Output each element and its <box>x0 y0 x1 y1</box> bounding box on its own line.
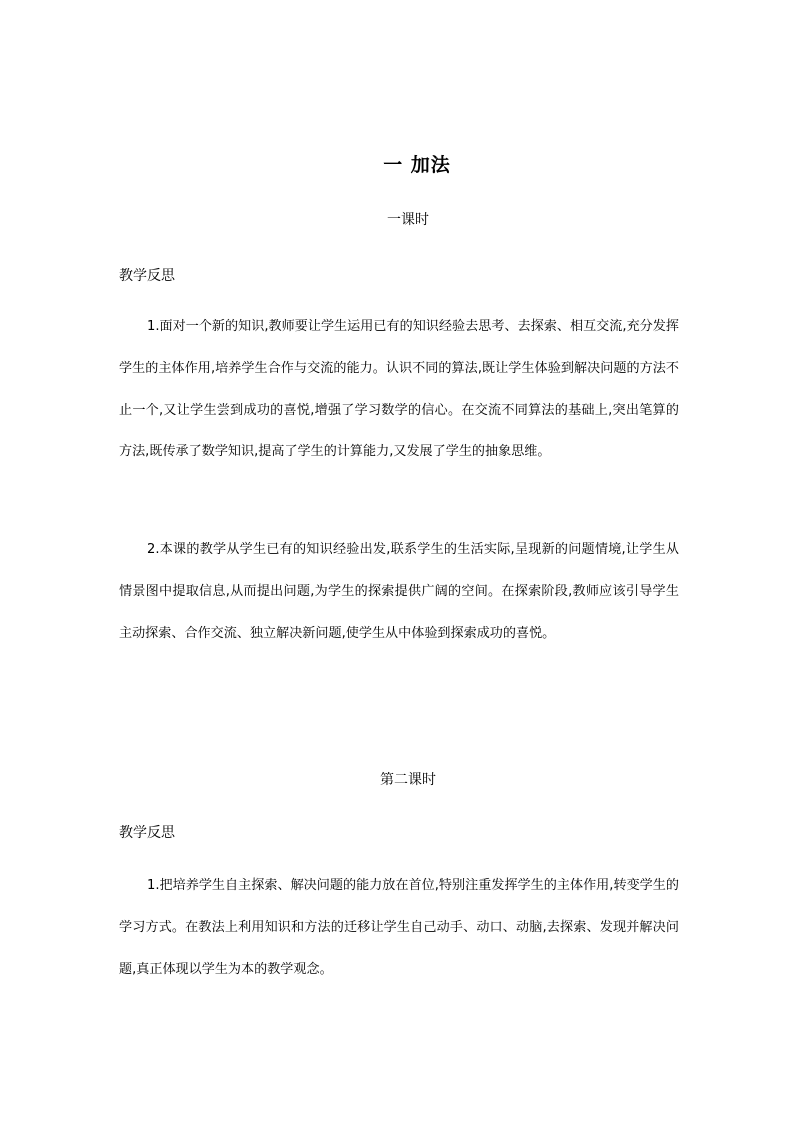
page-title: 一 加法 <box>383 154 451 176</box>
paragraph-2-1: 1.把培养学生自主探索、解决问题的能力放在首位,特别注重发挥学生的主体作用,转变学生的学习方式。在教法上利用知识和方法的迁移让学生自己动手、动口、动脑,去探索、发现并解决问题,真正体现以学生为本的教学观念。 <box>119 878 679 977</box>
lesson-title-2: 第二课时 <box>380 772 436 788</box>
section-heading-1: 教学反思 <box>119 268 175 284</box>
paragraph-1-2: 2.本课的教学从学生已有的知识经验出发,联系学生的生活实际,呈现新的问题情境,让学生从情景图中提取信息,从而提出问题,为学生的探索提供广阔的空间。在探索阶段,教师应该引导学生主动探索、合作交流、独立解决新问题,使学生从中体验到探索成功的喜悦。 <box>119 542 679 641</box>
lesson-title-1: 一课时 <box>387 212 429 228</box>
section-heading-2: 教学反思 <box>119 825 175 841</box>
paragraph-1-1: 1.面对一个新的知识,教师要让学生运用已有的知识经验去思考、去探索、相互交流,充分发挥学生的主体作用,培养学生合作与交流的能力。认识不同的算法,既让学生体验到解决问题的方法不止一个,又让学生尝到成功的喜悦,增强了学习数学的信心。在交流不同算法的基础上,突出笔算的方法,既传承了数学知识,提高了学生的计算能力,又发展了学生的抽象思维。 <box>119 319 679 460</box>
